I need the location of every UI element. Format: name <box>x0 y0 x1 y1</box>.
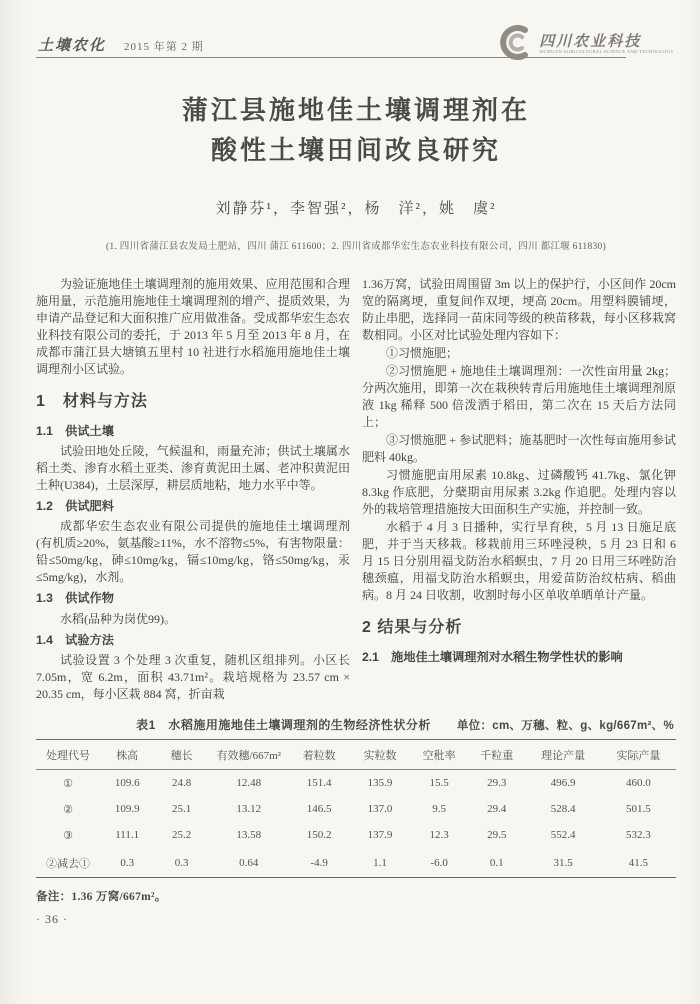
col-header-empty-rate: 空秕率 <box>410 740 468 770</box>
table-row-difference <box>36 848 676 878</box>
section-1-1-text: 试验田地处丘陵，气候温和，雨量充沛；供试土壤属水稻土类、渗育水稻土亚类、渗育黄泥田土属、老冲积黄泥田土种(U384)，土层深厚，耕层质地粘，地力水平中等。 <box>36 443 350 492</box>
table-1-note: 备注：1.36 万窝/667m²。 <box>36 891 167 904</box>
cell: 0.1 <box>489 856 504 869</box>
table-1-caption: 表1 水稻施用施地佳土壤调理剂的生物经济性状分析 <box>136 718 431 733</box>
cell: 496.9 <box>550 777 576 790</box>
cell: -4.9 <box>310 856 328 869</box>
cell: 12.3 <box>429 829 449 842</box>
col-header-plant-height: 株高 <box>100 740 154 770</box>
author-line: 刘静芬¹，李智强²，杨 洋²，姚 虞² <box>215 200 497 217</box>
cell: 137.9 <box>367 829 393 842</box>
table-1-unit-label: 单位：cm、万穗、粒、g、kg/667m²、% <box>456 720 674 733</box>
cell: 9.5 <box>432 803 447 816</box>
cell: 460.0 <box>626 777 651 790</box>
cell: 135.9 <box>367 777 393 790</box>
cell: 13.12 <box>236 803 262 816</box>
col-header-panicle-length: 穗长 <box>154 740 208 770</box>
page-number: · 36 · <box>36 912 68 927</box>
page-header <box>36 20 676 64</box>
right-column <box>362 276 676 705</box>
method-continuation-paragraph: 1.36万窝，试验田周围留 3m 以上的保护行，小区间作 20cm 宽的隔离埂，重复间作双埂，埂高 20cm。用塑料膜铺埂，防止串肥，选择同一苗床同等级的秧苗移栽，每小区移栽窝数相同。小区对比试验处理内容如下： <box>362 276 676 342</box>
section-2-1-heading: 2.1 施地佳土壤调理剂对水稻生物学性状的影响 <box>362 649 623 664</box>
cell: 0.3 <box>174 856 189 869</box>
affiliation-line: (1. 四川省蒲江县农发局土肥站，四川 蒲江 611600；2. 四川省成都华宏生态农业科技有限公司，四川 都江堰 611830) <box>105 241 607 252</box>
cell: ②减去① <box>46 857 90 870</box>
table-row <box>36 822 676 848</box>
cell: 532.3 <box>626 829 651 842</box>
cell: 111.1 <box>115 829 140 842</box>
treatment-item-2: ②习惯施肥 + 施地佳土壤调理剂：一次性亩用量 2kg；分两次施用，即第一次在栽秧转青后用施地佳土壤调理剂原液 1kg 稀释 500 倍泼洒于稻田，第二次在 15 天后方法同上； <box>362 363 676 429</box>
header-left <box>38 34 204 55</box>
journal-logo-name: 四川农业科技 <box>539 33 642 50</box>
cell: 146.5 <box>306 803 332 816</box>
treatment-item-3: ③习惯施肥 + 参试肥料；施基肥时一次性每亩施用参试肥料 40kg。 <box>362 432 676 464</box>
cell: 109.6 <box>114 777 140 790</box>
body-columns <box>36 276 676 705</box>
journal-logo <box>494 22 674 67</box>
cell: 15.5 <box>429 777 449 790</box>
cell: 29.3 <box>487 777 507 790</box>
article-title <box>36 90 676 171</box>
cell: 151.4 <box>306 777 332 790</box>
section-2-heading: 2 结果与分析 <box>362 619 463 637</box>
cell: 13.58 <box>236 829 262 842</box>
fertilizer-practice-paragraph: 习惯施肥亩用尿素 10.8kg、过磷酸钙 41.7kg、氯化钾 8.3kg 作底肥，分蘖期亩用尿素 3.2kg 作追肥。处理内容以外的栽培管理措施按大田面积生产实施，并控制一致。 <box>362 467 676 516</box>
cell: ① <box>63 777 73 790</box>
treatment-item-1: ①习惯施肥； <box>386 345 459 360</box>
cell: ② <box>63 803 73 816</box>
cell: 0.64 <box>239 856 259 869</box>
cell: 552.4 <box>550 829 576 842</box>
article-title-line2: 酸性土壤田间改良研究 <box>210 135 501 166</box>
cell: 501.5 <box>626 803 651 816</box>
section-1-2-text: 成都华宏生态农业有限公司提供的施地佳土壤调理剂(有机质≥20%，氨基酸≥11%，水不溶物≤5%，有害物限量：铅≤50mg/kg，砷≤10mg/kg，镉≤10mg/kg，铬≤50mg/kg，汞≤5mg/kg)，水剂。 <box>36 519 350 585</box>
table-row <box>36 770 676 797</box>
table-1-caption-row <box>36 716 676 733</box>
col-header-grains-set: 着粒数 <box>289 740 350 770</box>
col-header-1000-grain-weight: 千粒重 <box>468 740 526 770</box>
cell: 528.4 <box>550 803 576 816</box>
cell: 25.2 <box>171 829 192 842</box>
col-header-actual-yield: 实际产量 <box>601 740 676 770</box>
section-1-4-text: 试验设置 3 个处理 3 次重复，随机区组排列。小区长 7.05m，宽 6.2m，面积 43.71m²。栽培规格为 23.57 cm × 20.35 cm，每小区栽 884 窝，折亩栽 <box>36 653 350 702</box>
cell: 1.1 <box>373 856 387 869</box>
cell: 109.9 <box>114 803 140 816</box>
journal-logo-icon <box>494 22 534 67</box>
left-column <box>36 276 350 705</box>
cell: 31.5 <box>553 856 573 869</box>
col-header-filled-grains: 实粒数 <box>350 740 411 770</box>
journal-logo-subtitle: SICHUAN AGRICULTURAL SCIENCE AND TECHNOLOGY <box>539 49 674 55</box>
cell: -6.0 <box>430 856 448 869</box>
col-header-treatment: 处理代号 <box>36 740 100 770</box>
col-header-effective-panicles: 有效穗/667m² <box>209 740 289 770</box>
section-1-3-text: 水稻(品种为岗优99)。 <box>60 611 176 626</box>
article-title-line1: 蒲江县施地佳土壤调理剂在 <box>181 95 530 125</box>
section-1-2-heading: 1.2 供试肥料 <box>36 498 114 513</box>
cell: 0.3 <box>120 856 135 869</box>
table-1-block <box>36 716 676 904</box>
journal-issue: 2015 年第 2 期 <box>124 41 204 53</box>
cell: 137.0 <box>367 803 393 816</box>
table-header-row <box>36 740 676 770</box>
journal-section-name: 土壤农化 <box>38 38 107 54</box>
cell: 12.48 <box>236 777 262 790</box>
cell: 25.1 <box>171 803 192 816</box>
section-1-4-heading: 1.4 试验方法 <box>36 632 114 647</box>
section-1-heading: 1 材料与方法 <box>36 392 148 410</box>
table-1 <box>36 739 676 878</box>
section-1-1-heading: 1.1 供试土壤 <box>36 423 114 438</box>
cell: 29.4 <box>487 803 507 816</box>
field-schedule-paragraph: 水稻于 4 月 3 日播种，实行旱育秧，5 月 13 日施足底肥，并于当天移栽。移栽前用三环唑浸秧，5 月 23 日和 6 月 15 日分别用福戈防治水稻螟虫，7 月 20 日用三环唑防治穗颈瘟，用福戈防治水稻螟虫，用爱苗防治纹枯病、稻曲病。8 月 24 日收割，收割时每小区单收单晒单计产量。 <box>362 520 676 603</box>
section-1-3-heading: 1.3 供试作物 <box>36 591 114 606</box>
cell: 29.5 <box>487 829 507 842</box>
journal-logo-text <box>539 34 674 55</box>
cell: 24.8 <box>171 777 192 790</box>
table-row <box>36 796 676 822</box>
intro-paragraph: 为验证施地佳土壤调理剂的施用效果、应用范围和合理施用量，示范施用施地佳土壤调理剂的增产、提质效果，为申请产品登记和大面积推广应用做准备。受成都华宏生态农业科技有限公司的委托，于 2013 年 5 月至 2013 年 8 月，在成都市蒲江县大塘镇五里村 10 社进行水稻施用施地佳土壤调理剂小区试验。 <box>36 276 350 376</box>
cell: 150.2 <box>306 829 332 842</box>
col-header-theoretical-yield: 理论产量 <box>526 740 601 770</box>
cell: 41.5 <box>628 856 648 869</box>
cell: ③ <box>63 829 73 842</box>
